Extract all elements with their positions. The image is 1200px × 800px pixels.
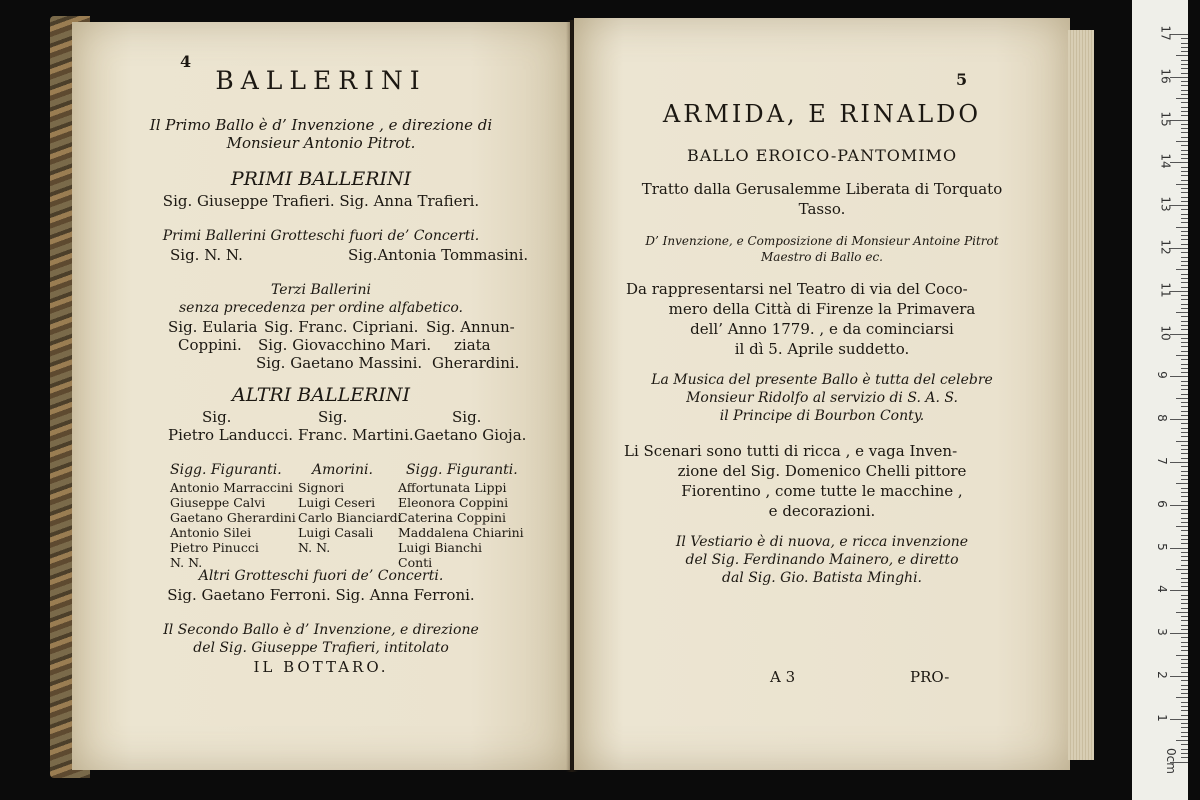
ruler-tick xyxy=(1181,145,1188,146)
ruler-tick xyxy=(1181,453,1188,454)
ruler-tick xyxy=(1181,723,1188,724)
ruler-tick xyxy=(1181,364,1188,365)
cast-name: Caterina Coppini xyxy=(398,510,507,525)
ruler-tick xyxy=(1181,637,1188,638)
ruler-tick xyxy=(1176,141,1188,142)
sig-label: Sig. xyxy=(202,408,232,426)
scenery-line: Li Scenari sono tutti di ricca , e vaga Inven- xyxy=(624,442,958,460)
ruler-tick xyxy=(1181,423,1188,424)
ruler-tick xyxy=(1181,689,1188,690)
performance-line: mero della Città di Firenze la Primavera xyxy=(668,300,976,318)
ruler-tick xyxy=(1181,51,1188,52)
music-line: il Principe di Bourbon Conty. xyxy=(719,408,925,424)
ruler-tick xyxy=(1181,64,1188,65)
cast-name: Carlo Bianciardi xyxy=(298,510,402,525)
ruler-tick xyxy=(1176,227,1188,228)
ruler-tick xyxy=(1170,376,1188,377)
dancer-name: Coppini. xyxy=(178,336,242,354)
music-line: La Musica del presente Ballo è tutta del celebre xyxy=(651,372,993,388)
ruler-tick xyxy=(1181,124,1188,125)
ruler-tick xyxy=(1181,753,1188,754)
ruler-tick xyxy=(1181,321,1188,322)
ruler-tick xyxy=(1181,509,1188,510)
ruler-tick xyxy=(1181,599,1188,600)
ruler-tick xyxy=(1181,188,1188,189)
ruler-tick xyxy=(1176,98,1188,99)
ruler-tick xyxy=(1181,329,1188,330)
ruler-label: 8 xyxy=(1154,414,1169,423)
ruler-tick xyxy=(1181,710,1188,711)
ruler-label: 5 xyxy=(1154,542,1169,551)
ruler-tick xyxy=(1181,201,1188,202)
cast-name: Luigi Ceseri xyxy=(298,495,376,510)
ruler-label: 3 xyxy=(1154,628,1169,637)
ruler-tick xyxy=(1181,274,1188,275)
section-subheading: Altri Grotteschi fuori de’ Concerti. xyxy=(198,568,444,584)
ruler-tick xyxy=(1181,231,1188,232)
ruler-tick xyxy=(1181,257,1188,258)
ruler-tick xyxy=(1181,137,1188,138)
ruler-tick xyxy=(1181,102,1188,103)
ruler-tick xyxy=(1181,115,1188,116)
page-number: 5 xyxy=(956,70,968,89)
dancer-name: Pietro Landucci. xyxy=(168,426,293,444)
ruler-tick xyxy=(1181,338,1188,339)
performance-line: Da rappresentarsi nel Teatro di via del Coco- xyxy=(626,280,968,298)
column-header: Amorini. xyxy=(312,462,373,478)
scenery-line: e decorazioni. xyxy=(768,502,876,520)
ruler-tick xyxy=(1181,680,1188,681)
section-subheading: Primi Ballerini Grotteschi fuori de’ Concerti. xyxy=(162,228,480,244)
catchword: PRO- xyxy=(910,668,950,686)
right-page xyxy=(574,18,1070,770)
ruler-tick xyxy=(1181,68,1188,69)
cast-name: Antonio Marraccini xyxy=(170,480,293,495)
ruler-tick xyxy=(1181,535,1188,536)
ruler-label: 16 xyxy=(1158,68,1173,84)
ruler-tick xyxy=(1181,479,1188,480)
cast-name: N. N. xyxy=(170,555,203,570)
ruler-tick xyxy=(1176,355,1188,356)
cast-name: Conti xyxy=(398,555,433,570)
ruler-tick xyxy=(1181,492,1188,493)
ruler-tick xyxy=(1181,552,1188,553)
intro-line: Il Primo Ballo è d’ Invenzione , e direzione di xyxy=(149,116,493,134)
ruler-tick xyxy=(1181,222,1188,223)
ruler-tick xyxy=(1181,368,1188,369)
ruler-tick xyxy=(1181,650,1188,651)
ruler-tick xyxy=(1181,702,1188,703)
ruler-tick xyxy=(1170,120,1188,121)
ruler-tick xyxy=(1181,132,1188,133)
ruler-tick xyxy=(1181,299,1188,300)
ruler-tick xyxy=(1181,60,1188,61)
ruler-tick xyxy=(1181,394,1188,395)
cast-name: Luigi Casali xyxy=(298,525,374,540)
ruler-tick xyxy=(1181,359,1188,360)
ruler-tick xyxy=(1181,693,1188,694)
ruler-tick xyxy=(1181,252,1188,253)
ruler-tick xyxy=(1181,308,1188,309)
ruler-tick xyxy=(1181,625,1188,626)
ruler-tick xyxy=(1181,603,1188,604)
ruler-tick xyxy=(1181,47,1188,48)
page-number: 4 xyxy=(180,52,192,71)
ruler-tick xyxy=(1181,556,1188,557)
dancer-name: Gherardini. xyxy=(432,354,520,372)
ruler-tick xyxy=(1181,445,1188,446)
ruler-tick xyxy=(1170,248,1188,249)
ruler-tick xyxy=(1181,744,1188,745)
ruler-tick xyxy=(1176,655,1188,656)
second-ballet-title: IL BOTTARO. xyxy=(253,658,389,676)
ruler-tick xyxy=(1176,483,1188,484)
cast-name: Pietro Pinucci xyxy=(170,540,259,555)
ruler-tick xyxy=(1170,291,1188,292)
ruler-tick xyxy=(1181,235,1188,236)
ruler-tick xyxy=(1181,727,1188,728)
ruler-tick xyxy=(1181,265,1188,266)
ruler-tick xyxy=(1181,150,1188,151)
ruler-tick xyxy=(1181,85,1188,86)
dancer-name: Franc. Martini. xyxy=(298,426,414,444)
ruler-label: 14 xyxy=(1158,153,1173,170)
cast-name: Giuseppe Calvi xyxy=(170,495,266,510)
ruler-tick xyxy=(1181,282,1188,283)
ruler-tick xyxy=(1176,697,1188,698)
ruler-tick xyxy=(1181,522,1188,523)
ruler-tick xyxy=(1181,402,1188,403)
sig-label: Sig. xyxy=(452,408,482,426)
ruler-tick xyxy=(1181,530,1188,531)
ruler-tick xyxy=(1170,590,1188,591)
ruler-label: 0cm xyxy=(1163,747,1178,774)
ruler-label: 1 xyxy=(1154,713,1169,722)
ruler-tick xyxy=(1181,38,1188,39)
costume-line: Il Vestiario è di nuova, e ricca invenzione xyxy=(675,534,969,550)
ruler-tick xyxy=(1181,732,1188,733)
ruler-tick xyxy=(1170,719,1188,720)
dancer-name: Sig. Gaetano Massini. xyxy=(256,354,423,372)
ruler-tick xyxy=(1181,436,1188,437)
ruler-tick xyxy=(1181,595,1188,596)
ruler-tick xyxy=(1181,715,1188,716)
dancer-name: Sig. Franc. Cipriani. xyxy=(264,318,419,336)
source-line: Tratto dalla Gerusalemme Liberata di Torquato xyxy=(641,180,1003,198)
scenery-line: Fiorentino , come tutte le macchine , xyxy=(681,482,963,500)
ruler-tick xyxy=(1170,77,1188,78)
ruler-tick xyxy=(1181,43,1188,44)
second-ballet-line: del Sig. Giuseppe Trafieri, intitolato xyxy=(193,640,449,656)
cast-name: Luigi Bianchi xyxy=(398,540,483,555)
ruler-tick xyxy=(1181,582,1188,583)
ruler-tick xyxy=(1181,351,1188,352)
ruler-tick xyxy=(1176,569,1188,570)
ruler-tick xyxy=(1181,706,1188,707)
ruler-label: 10 xyxy=(1158,324,1173,341)
ruler-tick xyxy=(1176,269,1188,270)
ruler-label: 2 xyxy=(1154,671,1169,679)
ruler-tick xyxy=(1181,629,1188,630)
ruler-tick xyxy=(1181,175,1188,176)
ruler-tick xyxy=(1176,740,1188,741)
ruler-tick xyxy=(1181,158,1188,159)
costume-line: del Sig. Ferdinando Mainero, e diretto xyxy=(685,552,959,568)
ruler-tick xyxy=(1181,475,1188,476)
ruler-tick xyxy=(1170,505,1188,506)
ruler-tick xyxy=(1181,620,1188,621)
ruler-tick xyxy=(1181,616,1188,617)
ruler-tick xyxy=(1170,205,1188,206)
ruler-tick xyxy=(1181,432,1188,433)
dancer-names: Sig. Gaetano Ferroni. Sig. Anna Ferroni. xyxy=(167,586,475,604)
ruler-tick xyxy=(1170,419,1188,420)
ballet-title: ARMIDA, E RINALDO xyxy=(662,100,982,128)
ruler-tick xyxy=(1181,458,1188,459)
ruler-label: 11 xyxy=(1158,282,1173,298)
section-subheading: Terzi Ballerini xyxy=(270,282,372,298)
page-title: BALLERINI xyxy=(215,66,427,95)
ruler-tick xyxy=(1181,466,1188,467)
ruler-label: 7 xyxy=(1154,457,1169,465)
dancer-name: ziata xyxy=(454,336,491,354)
ruler-tick xyxy=(1181,663,1188,664)
ruler-tick xyxy=(1181,389,1188,390)
ruler-tick xyxy=(1181,239,1188,240)
cast-name: Maddalena Chiarini xyxy=(398,525,524,540)
section-heading: ALTRI BALLERINI xyxy=(231,384,411,406)
ruler-tick xyxy=(1181,565,1188,566)
ruler-tick xyxy=(1181,736,1188,737)
dancer-name: Sig. N. N. xyxy=(170,246,243,264)
ruler-tick xyxy=(1176,312,1188,313)
ruler-tick xyxy=(1181,372,1188,373)
ruler-tick xyxy=(1181,167,1188,168)
ruler-tick xyxy=(1181,94,1188,95)
ruler-tick xyxy=(1176,55,1188,56)
source-line: Tasso. xyxy=(798,200,846,218)
measurement-ruler xyxy=(1132,0,1188,800)
cast-name: Gaetano Gherardini xyxy=(170,510,296,525)
ruler-tick xyxy=(1176,526,1188,527)
ruler-tick xyxy=(1181,586,1188,587)
ruler-tick xyxy=(1181,471,1188,472)
dancer-name: Gaetano Gioja. xyxy=(414,426,527,444)
second-ballet-line: Il Secondo Ballo è d’ Invenzione, e direzione xyxy=(163,622,479,638)
ruler-tick xyxy=(1181,573,1188,574)
ruler-tick xyxy=(1181,81,1188,82)
ruler-tick xyxy=(1181,171,1188,172)
ruler-tick xyxy=(1170,462,1188,463)
ruler-tick xyxy=(1181,757,1188,758)
cast-name: Affortunata Lippi xyxy=(398,480,507,495)
section-heading: PRIMI BALLERINI xyxy=(230,168,412,190)
ruler-tick xyxy=(1181,304,1188,305)
ruler-tick xyxy=(1181,218,1188,219)
ruler-tick xyxy=(1181,749,1188,750)
ruler-tick xyxy=(1181,518,1188,519)
sig-label: Sig. xyxy=(318,408,348,426)
ruler-tick xyxy=(1181,385,1188,386)
ruler-tick xyxy=(1181,244,1188,245)
ruler-label: 12 xyxy=(1158,239,1173,255)
ruler-tick xyxy=(1181,73,1188,74)
ruler-tick xyxy=(1170,334,1188,335)
scenery-line: zione del Sig. Domenico Chelli pittore xyxy=(677,462,967,480)
ruler-tick xyxy=(1170,34,1188,35)
ruler-tick xyxy=(1181,192,1188,193)
ruler-tick xyxy=(1181,659,1188,660)
ruler-label: 6 xyxy=(1154,499,1169,508)
ruler-tick xyxy=(1181,128,1188,129)
ruler-tick xyxy=(1181,107,1188,108)
ruler-tick xyxy=(1170,676,1188,677)
ruler-tick xyxy=(1181,406,1188,407)
dancer-name: Sig.Antonia Tommasini. xyxy=(348,246,529,264)
column-header: Sigg. Figuranti. xyxy=(406,462,518,478)
ruler-tick xyxy=(1176,398,1188,399)
column-header: Sigg. Figuranti. xyxy=(170,462,282,478)
credit-line: D’ Invenzione, e Composizione di Monsieur Antoine Pitrot xyxy=(645,234,999,248)
ruler-tick xyxy=(1181,325,1188,326)
ruler-tick xyxy=(1181,428,1188,429)
ruler-label: 9 xyxy=(1154,371,1169,380)
cast-name: Eleonora Coppini xyxy=(398,495,509,510)
ruler-tick xyxy=(1181,685,1188,686)
ruler-tick xyxy=(1181,449,1188,450)
ruler-tick xyxy=(1181,501,1188,502)
ruler-tick xyxy=(1181,111,1188,112)
ruler-tick xyxy=(1181,316,1188,317)
cast-name: N. N. xyxy=(298,540,331,555)
ruler-tick xyxy=(1181,287,1188,288)
ruler-tick xyxy=(1181,209,1188,210)
ruler-tick xyxy=(1181,415,1188,416)
ruler-tick xyxy=(1181,180,1188,181)
ruler-tick xyxy=(1176,184,1188,185)
ruler-tick xyxy=(1181,560,1188,561)
cast-name: Antonio Silei xyxy=(170,525,252,540)
ruler-label: 13 xyxy=(1158,196,1173,212)
ruler-tick xyxy=(1181,488,1188,489)
ballet-subtitle: BALLO EROICO-PANTOMIMO xyxy=(686,146,958,165)
ruler-tick xyxy=(1170,633,1188,634)
left-page xyxy=(72,22,570,770)
ruler-tick xyxy=(1181,539,1188,540)
ruler-tick xyxy=(1181,278,1188,279)
ruler-tick xyxy=(1181,672,1188,673)
ruler-tick xyxy=(1181,642,1188,643)
ruler-tick xyxy=(1181,261,1188,262)
ruler-label: 4 xyxy=(1154,585,1169,594)
intro-line: Monsieur Antonio Pitrot. xyxy=(226,134,416,152)
ruler-tick xyxy=(1181,646,1188,647)
ruler-tick xyxy=(1181,608,1188,609)
performance-line: dell’ Anno 1779. , e da cominciarsi xyxy=(690,320,954,338)
ruler-tick xyxy=(1181,667,1188,668)
costume-line: dal Sig. Gio. Batista Minghi. xyxy=(722,570,922,586)
ruler-tick xyxy=(1181,295,1188,296)
ruler-tick xyxy=(1181,154,1188,155)
ruler-tick xyxy=(1181,578,1188,579)
ruler-tick xyxy=(1181,90,1188,91)
ruler-tick xyxy=(1181,411,1188,412)
ruler-tick xyxy=(1170,162,1188,163)
dancer-name: Sig. Eularia xyxy=(168,318,258,336)
ruler-tick xyxy=(1181,543,1188,544)
ruler-tick xyxy=(1176,441,1188,442)
ruler-tick xyxy=(1181,381,1188,382)
dancer-names: Sig. Giuseppe Trafieri. Sig. Anna Trafieri. xyxy=(162,192,480,210)
credit-line: Maestro di Ballo ec. xyxy=(761,250,883,264)
page-edges xyxy=(1068,30,1094,760)
dancer-name: Sig. Giovacchino Mari. xyxy=(258,336,432,354)
ruler-tick xyxy=(1176,612,1188,613)
ruler-tick xyxy=(1181,342,1188,343)
cast-name: Signori xyxy=(298,480,345,495)
section-subheading: senza precedenza per ordine alfabetico. xyxy=(178,300,464,316)
ruler-tick xyxy=(1181,513,1188,514)
ruler-tick xyxy=(1170,548,1188,549)
ruler-label: 15 xyxy=(1158,110,1173,127)
dancer-name: Sig. Annun- xyxy=(426,318,515,336)
performance-line: il dì 5. Aprile suddetto. xyxy=(734,340,910,358)
signature-mark: A 3 xyxy=(770,668,796,686)
music-line: Monsieur Ridolfo al servizio di S. A. S. xyxy=(686,390,958,406)
ruler-tick xyxy=(1181,214,1188,215)
ruler-label: 17 xyxy=(1158,25,1173,41)
ruler-tick xyxy=(1181,496,1188,497)
ruler-tick xyxy=(1181,346,1188,347)
ruler-tick xyxy=(1181,197,1188,198)
